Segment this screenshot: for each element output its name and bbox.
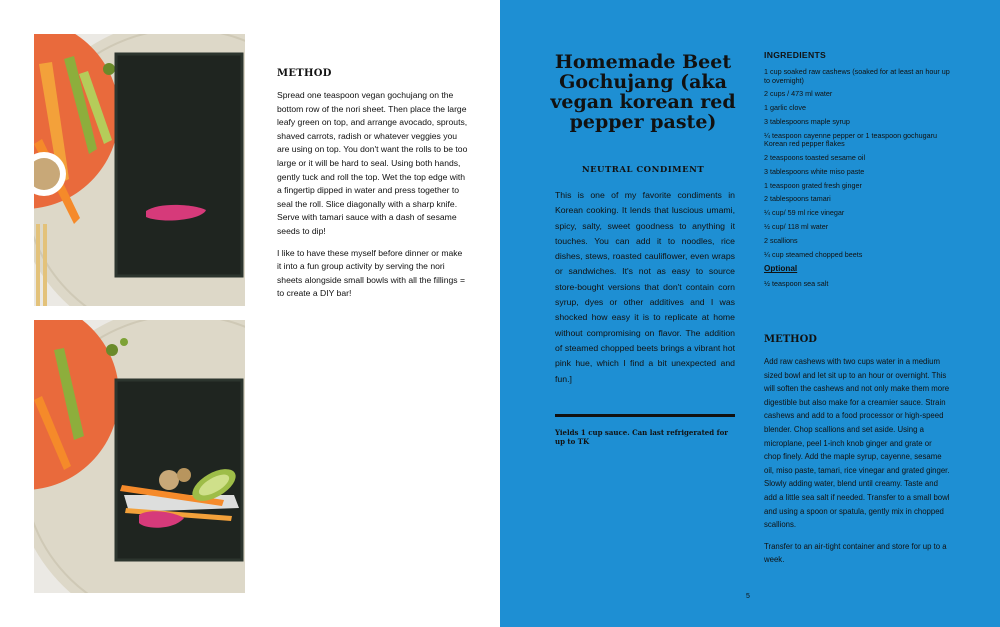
ingredient-item: 1 teaspoon grated fresh ginger: [764, 180, 862, 190]
photo-nori-sheet-with-gochujang: [34, 34, 245, 306]
ingredient-item: 2 cups / 473 ml water: [764, 89, 833, 99]
optional-label: Optional: [764, 264, 798, 274]
ingredients-heading: INGREDIENTS: [764, 50, 827, 60]
ingredient-item: ¼ teaspoon cayenne pepper or 1 teaspoon gochugaru Korean red pepper flakes: [764, 130, 938, 149]
method-paragraph-1: Add raw cashews with two cups water in a medium sized bowl and let sit up to an hour or overnight. This will soften the cashews and not only make them more digestible but also make for a creamier sauce. Strain cashews and add to a food processor or high-speed blender. Chop scallions and set aside. Using a microplane, peel 1-inch knob ginger and grate or chop finely. Add the maple syrup, cayenne, sesame oil, miso paste, tamari, rice vinegar and grated ginger. Slowly adding water, blend until creamy. Taste and add a little sea salt if needed. Transfer to a small bowl and using a spoon or spatula, gently mix in chopped scallions.: [764, 357, 950, 530]
ingredient-item: ¼ cup/ 59 ml rice vinegar: [764, 208, 845, 218]
left-method-heading: METHOD: [277, 68, 332, 79]
method-section: [764, 334, 950, 575]
ingredient-item: 1 garlic clove: [764, 103, 806, 113]
left-method-paragraph-2: I like to have these myself before dinner or make it into a fun group activity by serving the nori sheets alongside small bowls with all the fillings = to create a DIY bar!: [277, 247, 465, 299]
recipe-subtitle: NEUTRAL CONDIMENT: [581, 165, 705, 175]
ingredient-item: 2 teaspoons toasted sesame oil: [764, 153, 866, 163]
method-heading: METHOD: [764, 334, 817, 345]
optional-ingredient-item: ½ teaspoon sea salt: [764, 279, 829, 289]
section-divider: [555, 414, 735, 417]
photo-nori-sheet-with-fillings: [34, 320, 245, 593]
recipe-yield: Yields 1 cup sauce. Can last refrigerated for up to TK: [555, 428, 728, 446]
left-method-section: [277, 68, 469, 309]
left-method-paragraph-1: Spread one teaspoon vegan gochujang on the bottom row of the nori sheet. Then place the large leafy green on top, and arrange avocado, sprouts, shaved carrots, radish or whatever veggies you are using on top. You don't want the rolls to be too large or it will be hard to seal. Using both hands, gently tuck and roll the top. Wet the top edge with a fingertip dipped in water and press together to seal the roll. Slice diagonally with a sharp knife. Serve with tamari sauce with a dash of sesame seeds to dip!: [277, 90, 468, 236]
method-paragraph-2: Transfer to an air-tight container and store for up to a week.: [764, 541, 947, 565]
ingredient-item: ¼ cup steamed chopped beets: [764, 249, 863, 259]
ingredient-item: 2 tablespoons tamari: [764, 194, 831, 204]
ingredient-item: ½ cup/ 118 ml water: [764, 222, 829, 231]
recipe-title: Homemade Beet Gochujang (aka vegan korean red pepper paste): [550, 51, 736, 133]
ingredient-item: 3 tablespoons white miso paste: [764, 166, 865, 176]
ingredient-item: 3 tablespoons maple syrup: [764, 116, 850, 126]
recipe-intro: This is one of my favorite condiments in Korean cooking. It lends that luscious umami, spicy, salty, sweet goodness to anything it touches. You can add it to noodles, rice dishes, stews, roasted cauliflower, even wraps or sandwiches. It's not as easy to source store-bought versions that don't contain corn syrup, dyes or other additives and I was shocked how easy it is to replicate at home without compromising on flavor. The addition of steamed chopped beets brings a vibrant hot pink hue, which I find a bit unexpected and fun.]: [555, 190, 735, 384]
ingredient-item: 1 cup soaked raw cashews (soaked for at least an hour up to overnight): [764, 67, 950, 85]
page-number: 5: [746, 593, 750, 600]
ingredient-item: 2 scallions: [764, 235, 798, 245]
ingredients-section: [764, 50, 954, 294]
